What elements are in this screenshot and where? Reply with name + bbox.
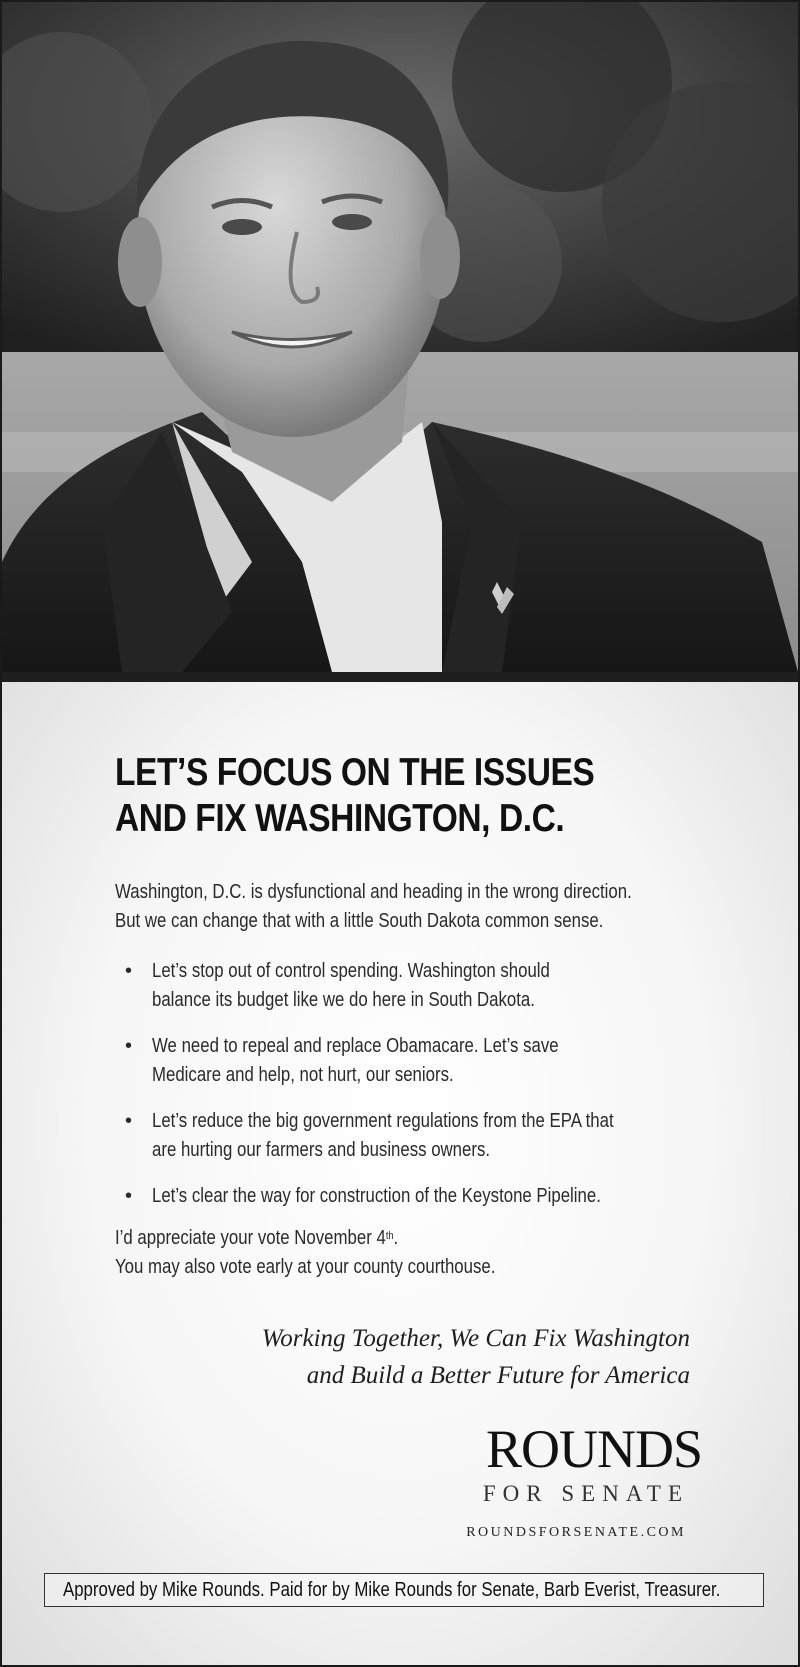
list-item-line-1: We need to repeal and replace Obamacare. Let’s save — [152, 1035, 559, 1057]
closing-superscript: th — [385, 1230, 394, 1242]
list-item-text — [152, 1107, 614, 1165]
candidate-portrait-illustration — [2, 2, 798, 672]
closing-line-1-end: . — [393, 1227, 399, 1249]
photo-divider — [2, 672, 798, 682]
bullet-icon: • — [125, 1185, 133, 1207]
headline — [115, 750, 648, 842]
logo-name: ROUNDS — [485, 1419, 702, 1479]
list-item-line-1: Let’s clear the way for construction of the Keystone Pipeline. — [152, 1185, 601, 1207]
bullet-icon: • — [125, 1035, 133, 1057]
tagline-line-1: Working Together, We Can Fix Washington — [261, 1325, 690, 1352]
closing-line-1-text: I’d appreciate your vote November 4 — [115, 1227, 386, 1249]
list-item-line-2: are hurting our farmers and business owners. — [152, 1139, 491, 1161]
issue-list — [115, 957, 735, 1222]
list-item-text — [152, 1032, 559, 1090]
list-item-text — [152, 957, 550, 1015]
intro-paragraph — [115, 878, 632, 936]
list-item — [115, 1032, 735, 1107]
headline-line-1: LET’S FOCUS ON THE ISSUES — [115, 751, 595, 794]
website-link[interactable]: ROUNDSFORSENATE.COM — [466, 1525, 686, 1540]
list-item — [115, 1107, 735, 1182]
list-item — [115, 1182, 735, 1222]
bullet-icon: • — [125, 960, 133, 982]
bullet-icon: • — [125, 1110, 133, 1132]
headline-line-2: AND FIX WASHINGTON, D.C. — [115, 797, 565, 840]
candidate-photo — [2, 2, 798, 672]
list-item-line-2: balance its budget like we do here in South Dakota. — [152, 989, 535, 1011]
logo-subtitle: FOR SENATE — [482, 1481, 689, 1506]
list-item-line-2: Medicare and help, not hurt, our seniors. — [152, 1064, 454, 1086]
closing-paragraph — [115, 1224, 495, 1282]
list-item-text — [152, 1182, 601, 1211]
intro-line-2: But we can change that with a little South Dakota common sense. — [115, 910, 604, 932]
tagline-line-2: and Build a Better Future for America — [306, 1362, 690, 1389]
closing-line-2: You may also vote early at your county courthouse. — [115, 1256, 496, 1278]
closing-line-1 — [115, 1224, 495, 1253]
list-item — [115, 957, 735, 1032]
list-item-line-1: Let’s reduce the big government regulations from the EPA that — [152, 1110, 614, 1132]
tagline — [202, 1320, 690, 1394]
intro-line-1: Washington, D.C. is dysfunctional and heading in the wrong direction. — [115, 881, 632, 903]
disclaimer-box — [44, 1573, 764, 1607]
list-item-line-1: Let’s stop out of control spending. Washington should — [152, 960, 550, 982]
disclaimer-text: Approved by Mike Rounds. Paid for by Mike Rounds for Senate, Barb Everist, Treasurer. — [63, 1579, 721, 1601]
